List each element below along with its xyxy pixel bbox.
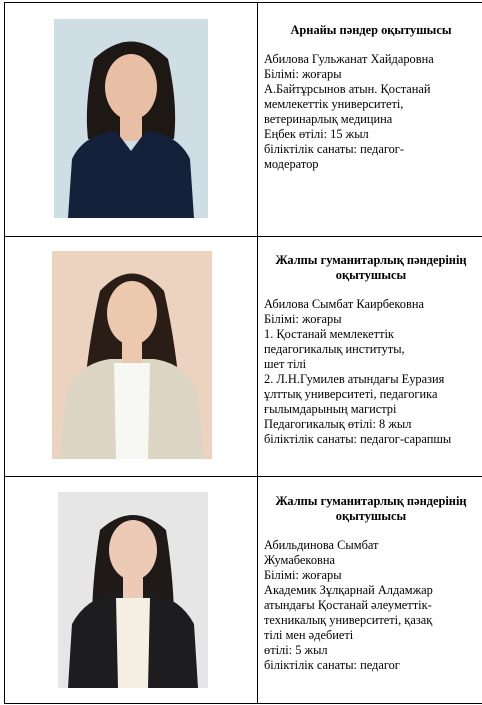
info-line: Академик Зұлқарнай Алдамжар [264, 583, 433, 597]
info-line: А.Байтұрсынов атын. Қостанай [264, 82, 431, 96]
position-title: Арнайы пәндер оқытушысы [290, 23, 452, 37]
info-line: Абилова Сымбат Каирбековна [264, 297, 424, 311]
teacher-info [258, 3, 482, 172]
info-line: Еңбек өтілі: 15 жыл [264, 127, 369, 141]
table-row [5, 3, 482, 237]
info-line: Жумабековна [264, 553, 335, 567]
photo-cell [5, 477, 258, 704]
photo-cell [5, 3, 258, 237]
face [107, 281, 157, 345]
teacher-info [258, 477, 482, 673]
info-line: біліктілік санаты: педагог [264, 658, 400, 672]
portrait-image [58, 492, 208, 688]
info-line: Білімі: жоғары [264, 568, 342, 582]
info-line: Білімі: жоғары [264, 312, 342, 326]
face [105, 54, 157, 120]
table-row [5, 237, 482, 477]
info-cell [258, 3, 482, 237]
info-line: біліктілік санаты: педагог-сарапшы [264, 432, 452, 446]
info-line: атындағы Қостанай әлеуметтік- [264, 598, 432, 612]
info-line: техникалық университеті, қазақ [264, 613, 433, 627]
staff-table [4, 2, 482, 704]
info-line: ғылымдарының магистрі [264, 402, 397, 416]
info-cell [258, 477, 482, 704]
teacher-info [258, 237, 482, 447]
info-line: Білімі: жоғары [264, 67, 342, 81]
info-line: 2. Л.Н.Гумилев атындағы Еуразия [264, 372, 445, 386]
info-line: біліктілік санаты: педагог- [264, 142, 405, 156]
info-line: мемлекеттік университеті, [264, 97, 404, 111]
info-line: модератор [264, 157, 319, 171]
info-cell [258, 237, 482, 477]
info-line: тілі мен әдебиеті [264, 628, 354, 642]
info-line: Педагогикалық өтілі: 8 жыл [264, 417, 412, 431]
shirt [116, 598, 150, 688]
teacher-photo [54, 19, 208, 218]
info-line: 1. Қостанай мемлекеттік [264, 327, 394, 341]
info-line: Абильдинова Сымбат [264, 538, 379, 552]
teacher-photo [52, 251, 212, 459]
info-line: шет тілі [264, 357, 307, 371]
position-title: Жалпы гуманитарлық пәндерінің оқытушысы [275, 494, 467, 523]
info-line: өтілі: 5 жыл [264, 643, 328, 657]
teacher-photo [58, 492, 208, 688]
info-line: Абилова Гульжанат Хайдаровна [264, 52, 434, 66]
table-row [5, 477, 482, 704]
face [109, 520, 157, 580]
info-line: ұлттық университеті, педагогика [264, 387, 438, 401]
info-line: педагогикалық институты, [264, 342, 405, 356]
position-title: Жалпы гуманитарлық пәндерінің оқытушысы [275, 253, 467, 282]
info-line: ветеринарлық медицина [264, 112, 393, 126]
portrait-image [54, 19, 208, 218]
photo-cell [5, 237, 258, 477]
shirt [114, 363, 150, 459]
portrait-image [52, 251, 212, 459]
